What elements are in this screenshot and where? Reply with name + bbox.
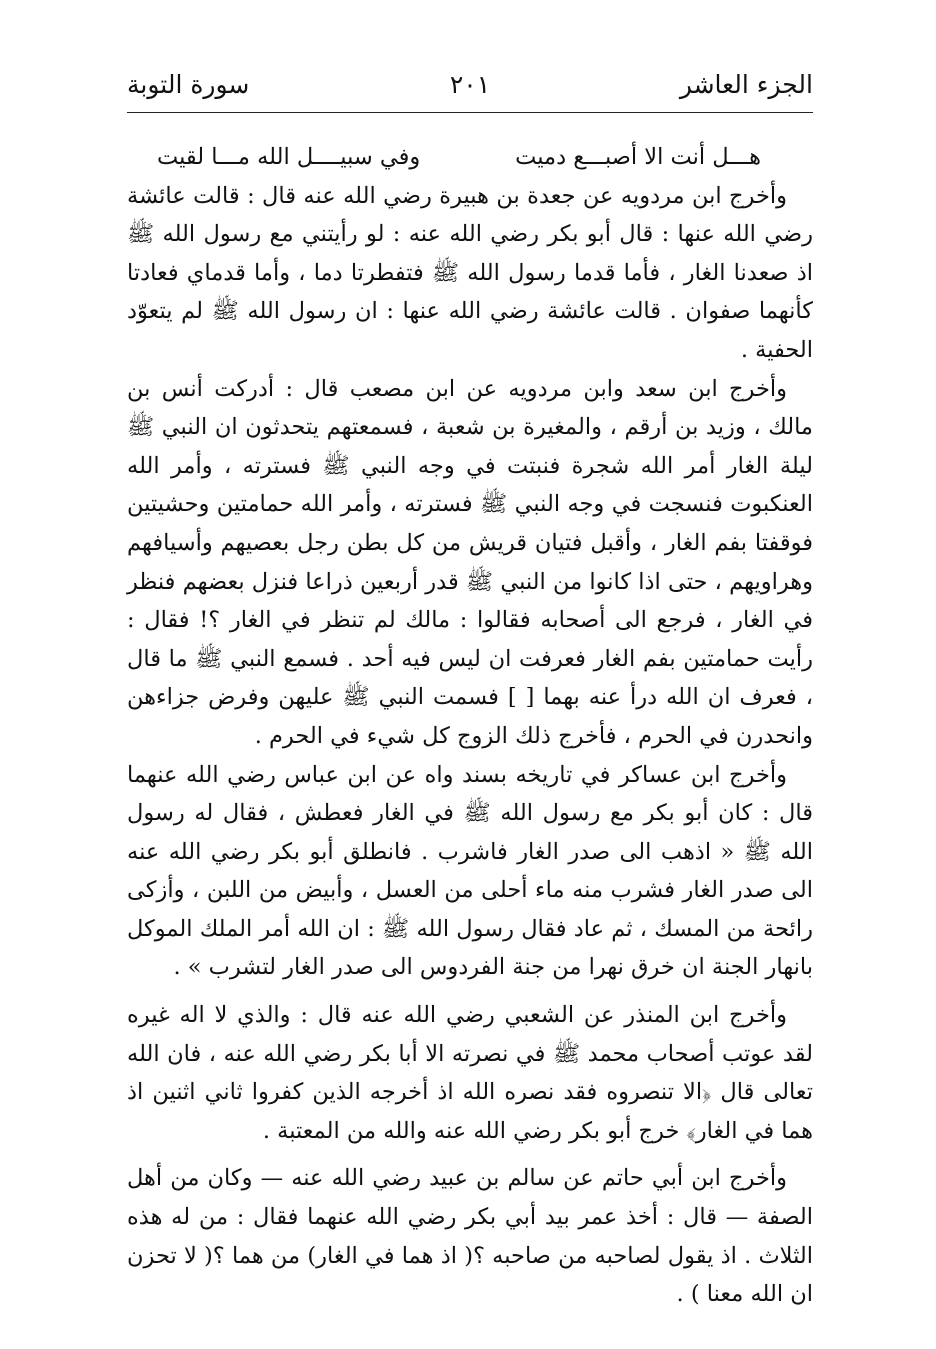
paragraph: وأخرج ابن المنذر عن الشعبي رضي الله عنه قال : والذي لا اله غيره لقد عوتب أصحاب محمد ﷺ في نصرته الا أبا بكر رضي الله عنه ، فان الله تعالى قال ﴿الا تنصروه فقد نصره الله اذ أخرجه الذين كفروا ثاني اثنين اذ هما في الغار﴾ خرج أبو بكر رضي الله عنه والله من المعتبة .: [127, 1002, 813, 1144]
running-header: [127, 64, 813, 110]
paragraph: وأخرج ابن مردويه عن جعدة بن هبيرة رضي الله عنه قال : قالت عائشة رضي الله عنها : قال أبو بكر رضي الله عنه : لو رأيتني مع رسول الله ﷺ اذ صعدنا الغار ، فأما قدما رسول الله ﷺ فتفطرتا دما ، وأما قدماي فعادتا كأنهما صفوان . قالت عائشة رضي الله عنها : ان رسول الله ﷺ لم يتعوّد الحفية .: [127, 182, 813, 363]
poem-second-hemistich: وفي سبيــــل الله مـــا لقيت: [157, 144, 421, 170]
paragraph-gap: [127, 987, 813, 996]
page-body: [127, 138, 813, 1314]
paragraph: وأخرج ابن أبي حاتم عن سالم بن عبيد رضي الله عنه — وكان من أهل الصفة — قال : أخذ عمر بيد أبي بكر رضي الله عنهما فقال : من له هذه الثلاث . اذ يقول لصاحبه من صاحبه ؟( اذ هما في الغار) من هما ؟( لا تحزن ان الله معنا ) .: [127, 1165, 813, 1308]
paragraph: وأخرج ابن عساكر في تاريخه بسند واه عن ابن عباس رضي الله عنهما قال : كان أبو بكر مع رسول الله ﷺ في الغار فعطش ، فقال له رسول الله ﷺ « اذهب الى صدر الغار فاشرب . فانطلق أبو بكر رضي الله عنه الى صدر الغار فشرب منه ماء أحلى من العسل ، وأبيض من اللبن ، وأزكى رائحة من المسك ، ثم عاد فقال رسول الله ﷺ : ان الله أمر الملك الموكل بانهار الجنة ان خرق نهرا من جنة الفردوس الى صدر الغار لتشرب » .: [127, 761, 813, 981]
paragraph-gap: [127, 1150, 813, 1159]
poem-first-hemistich: هـــل أنت الا أصبـــع دميت: [515, 144, 761, 170]
page-number: ٢٠١: [449, 70, 491, 99]
surah-title: سورة التوبة: [127, 70, 250, 99]
header-rule: [127, 112, 813, 113]
juz-title: الجزء العاشر: [679, 70, 813, 99]
paragraph: وأخرج ابن سعد وابن مردويه عن ابن مصعب قال : أدركت أنس بن مالك ، وزيد بن أرقم ، والمغيرة بن شعبة ، فسمعتهم يتحدثون ان النبي ﷺ ليلة الغار أمر الله شجرة فنبتت في وجه النبي ﷺ فسترته ، وأمر الله العنكبوت فنسجت في وجه النبي ﷺ فسترته ، وأمر الله حمامتين وحشيتين فوقفتا بفم الغار ، وأقبل فتيان قريش من كل بطن رجل بعصيهم وأسيافهم وهراويهم ، حتى اذا كانوا من النبي ﷺ قدر أربعين ذراعا فنزل بعضهم فنظر في الغار ، فرجع الى أصحابه فقالوا : مالك لم تنظر في الغار ؟! فقال : رأيت حمامتين بفم الغار فعرفت ان ليس فيه أحد . فسمع النبي ﷺ ما قال ، فعرف ان الله درأ عنه بهما [ ] فسمت النبي ﷺ عليهن وفرض جزاءهن وانحدرن في الحرم ، فأخرج ذلك الزوج كل شيء في الحرم .: [127, 375, 813, 749]
poem-verse: [127, 138, 813, 177]
